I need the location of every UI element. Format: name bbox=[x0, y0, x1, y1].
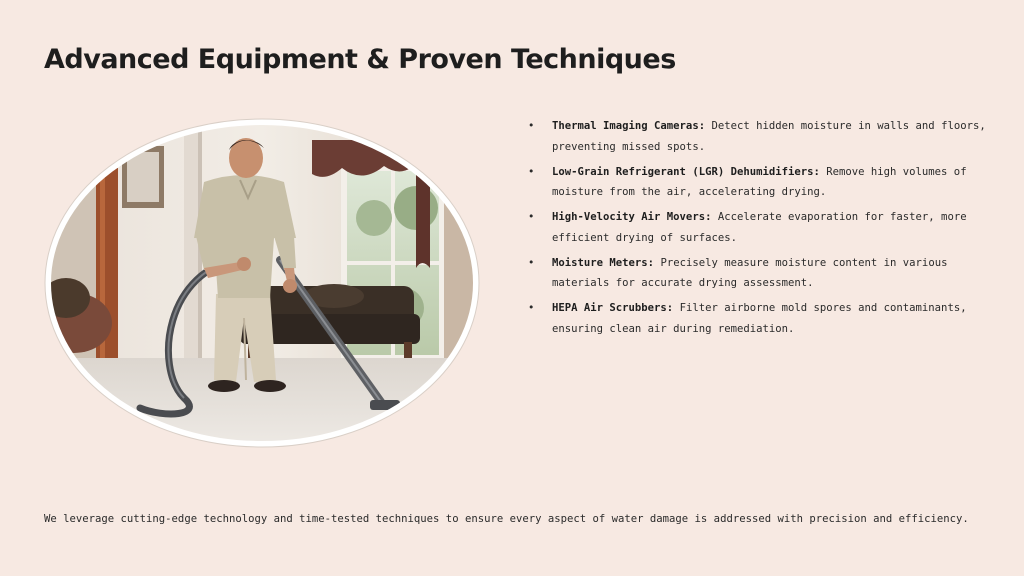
bullet-item bbox=[528, 116, 988, 157]
bullet-term: HEPA Air Scrubbers: bbox=[552, 302, 674, 314]
bullet-item bbox=[528, 162, 988, 203]
footer-text: We leverage cutting-edge technology and time-tested techniques to ensure every aspect of water damage is addressed with precision and efficiency. bbox=[44, 513, 969, 525]
bullet-term: High-Velocity Air Movers: bbox=[552, 211, 712, 223]
bullet-item bbox=[528, 207, 988, 248]
bullet-marker: • bbox=[528, 302, 535, 314]
bullet-text: Remove high volumes of moisture from the air, accelerating drying. bbox=[552, 165, 967, 198]
slide-title: Advanced Equipment & Proven Techniques bbox=[44, 44, 676, 75]
bullet-text: Detect hidden moisture in walls and floors, preventing missed spots. bbox=[552, 120, 986, 153]
man-vacuuming-carpet-photo bbox=[44, 118, 480, 448]
bullet-term: Thermal Imaging Cameras: bbox=[552, 120, 706, 132]
bullet-text: Accelerate evaporation for faster, more efficient drying of surfaces. bbox=[552, 211, 967, 244]
bullet-term: Low-Grain Refrigerant (LGR) Dehumidifiers: bbox=[552, 165, 820, 178]
bullet-marker: • bbox=[528, 120, 535, 132]
bullet-text: Filter airborne mold spores and contaminants, ensuring clean air during remediation. bbox=[552, 302, 967, 335]
bullet-item bbox=[528, 298, 988, 339]
equipment-bullet-list bbox=[528, 116, 988, 344]
bullet-term: Moisture Meters: bbox=[552, 256, 655, 269]
bullet-marker: • bbox=[528, 211, 535, 223]
bullet-item bbox=[528, 253, 988, 294]
bullet-text: Precisely measure moisture content in various materials for accurate drying assessment. bbox=[552, 256, 948, 289]
bullet-marker: • bbox=[528, 256, 535, 269]
bullet-marker: • bbox=[528, 165, 535, 178]
